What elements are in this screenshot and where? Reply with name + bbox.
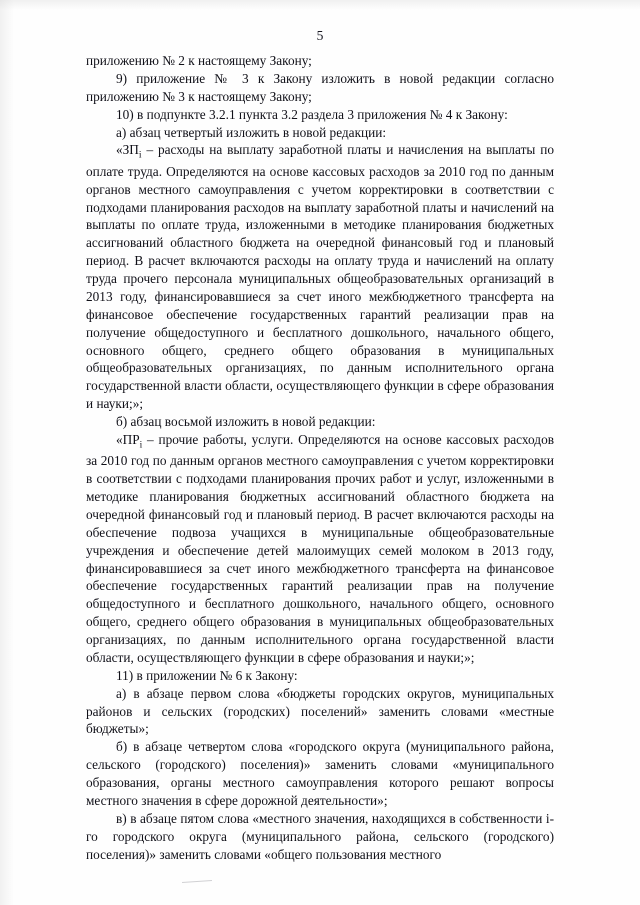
paragraph-3: 10) в подпункте 3.2.1 пункта 3.2 раздела 3 приложения № 4 к Закону: (116, 106, 508, 122)
paragraph-5: «$ЗП_i$ – расходы на выплату заработной платы и начисления на выплаты по оплате труда. Определяются на основе кассовых расходов за 2010 год по данным органов местного самоуправления с учетом корректировки в соответствии с подходами планирования расходов на выплату заработной платы и начислений на выплаты по оплате труда, изложенными в методике планирования бюджетных ассигнований областного бюджета на очередной финансовый год и плановый период. В расчет включаются расходы на оплату труда и начислений на оплату труда прочего персонала муниципальных общеобразовательных организаций в 2013 году, финансировавшиеся за счет иного межбюджетного трансферта на финансовое обеспечение государственных гарантий реализации прав на получение общедоступного и бесплатного дошкольного, начального общего, основного общего, среднего общего образования в муниципальных общеобразовательных организациях, по данным исполнительного органа государственной власти области, осуществляющего функции в сфере образования и науки;»; (86, 142, 554, 412)
page-edge-shadow-top (0, 0, 640, 10)
document-body (86, 52, 554, 863)
paragraph-6: б) абзац восьмой изложить в новой редакции: (116, 414, 376, 430)
paragraph-11: в) в абзаце пятом слова «местного значения, находящихся в собственности i-го городского округа (муниципального района, сельского (городского) поселения)» заменить словами «общего пользования местного (86, 810, 554, 862)
page-mark (182, 878, 218, 888)
page-number: 5 (316, 28, 324, 43)
page-edge-shadow-left (0, 0, 14, 905)
paragraph-2: 9) приложение № 3 к Закону изложить в новой редакции согласно приложению № 3 к настоящему Закону; (86, 70, 554, 104)
paragraph-10: б) в абзаце четвертом слова «городского округа (муниципального района, сельского (городского) поселения)» заменить словами «муниципального образования, органы местного самоуправления которого решают вопросы местного значения в сфере дорожной деятельности»; (86, 739, 554, 808)
paragraph-8: 11) в приложении № 6 к Закону: (116, 667, 298, 683)
paragraph-1: приложению № 2 к настоящему Закону; (86, 53, 312, 68)
paragraph-9: а) в абзаце первом слова «бюджеты городских округов, муниципальных районов и сельских (городских) поселений» заменить словами «местные бюджеты»; (86, 685, 554, 737)
paragraph-7: «$ПР_i$ – прочие работы, услуги. Определяются на основе кассовых расходов за 2010 год по данным органов местного самоуправления с учетом корректировки в соответствии с подходами планирования прочих работ и услуг, изложенными в методике планирования бюджетных ассигнований областного бюджета на очередной финансовый год и плановый период. В расчет включаются расходы на обеспечение подвоза учащихся в муниципальные общеобразовательные учреждения и обеспечение детей малоимущих семей молоком в 2013 году, финансировавшиеся за счет иного межбюджетного трансферта на финансовое обеспечение государственных гарантий реализации прав на получение общедоступного и бесплатного дошкольного, начального общего, основного общего, среднего общего образования в муниципальных общеобразовательных организациях, по данным исполнительного органа государственной власти области, осуществляющего функции в сфере образования и науки;»; (86, 431, 554, 665)
paragraph-4: а) абзац четвертый изложить в новой редакции: (116, 124, 387, 140)
